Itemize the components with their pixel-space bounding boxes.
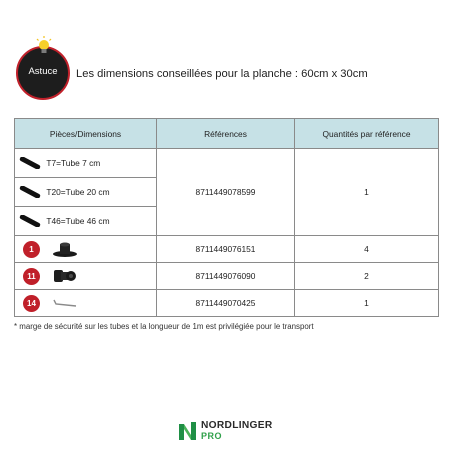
part-number-badge: 11 (23, 268, 40, 285)
table-row (15, 149, 439, 178)
round-base-connector-icon (52, 241, 78, 257)
three-way-connector-icon (52, 267, 78, 285)
footnote: * marge de sécurité sur les tubes et la longueur de 1m est privilégiée pour le transport (14, 322, 314, 331)
tube-label: T7=Tube 7 cm (46, 158, 101, 168)
tube-icon (19, 157, 41, 169)
part-reference: 8711449070425 (157, 290, 295, 317)
part-quantity: 4 (295, 236, 439, 263)
tube-reference: 8711449078599 (157, 149, 295, 236)
tube-label: T20=Tube 20 cm (46, 187, 110, 197)
tube-quantity: 1 (295, 149, 439, 236)
header-references: Références (157, 119, 295, 149)
part-cell-14 (15, 290, 157, 317)
tube-icon (19, 215, 41, 227)
part-reference: 8711449076151 (157, 236, 295, 263)
part-quantity: 1 (295, 290, 439, 317)
table-row (15, 236, 439, 263)
tip-badge (12, 36, 74, 100)
part-number-badge: 14 (23, 295, 40, 312)
parts-table (14, 118, 439, 317)
hex-key-icon (52, 297, 78, 309)
nordlinger-mark-icon (178, 421, 198, 441)
tube-label: T46=Tube 46 cm (46, 216, 110, 226)
part-cell-1 (15, 236, 157, 263)
part-cell-11 (15, 263, 157, 290)
tube-cell-t20 (15, 178, 157, 207)
part-quantity: 2 (295, 263, 439, 290)
tube-cell-t46 (15, 207, 157, 236)
table-header-row (15, 119, 439, 149)
table-row (15, 290, 439, 317)
nordlinger-logo (178, 419, 288, 443)
tube-icon (19, 186, 41, 198)
header-quantities: Quantités par référence (295, 119, 439, 149)
tube-cell-t7 (15, 149, 157, 178)
tip-text: Les dimensions conseillées pour la planche : 60cm x 30cm (76, 68, 368, 80)
table-row (15, 263, 439, 290)
logo-name: NORDLINGER (201, 420, 273, 431)
part-number-badge: 1 (23, 241, 40, 258)
light-bulb-icon (36, 36, 52, 56)
part-reference: 8711449076090 (157, 263, 295, 290)
header-parts: Pièces/Dimensions (15, 119, 157, 149)
tip-badge-label: Astuce (28, 66, 58, 77)
logo-sub: PRO (201, 431, 223, 441)
